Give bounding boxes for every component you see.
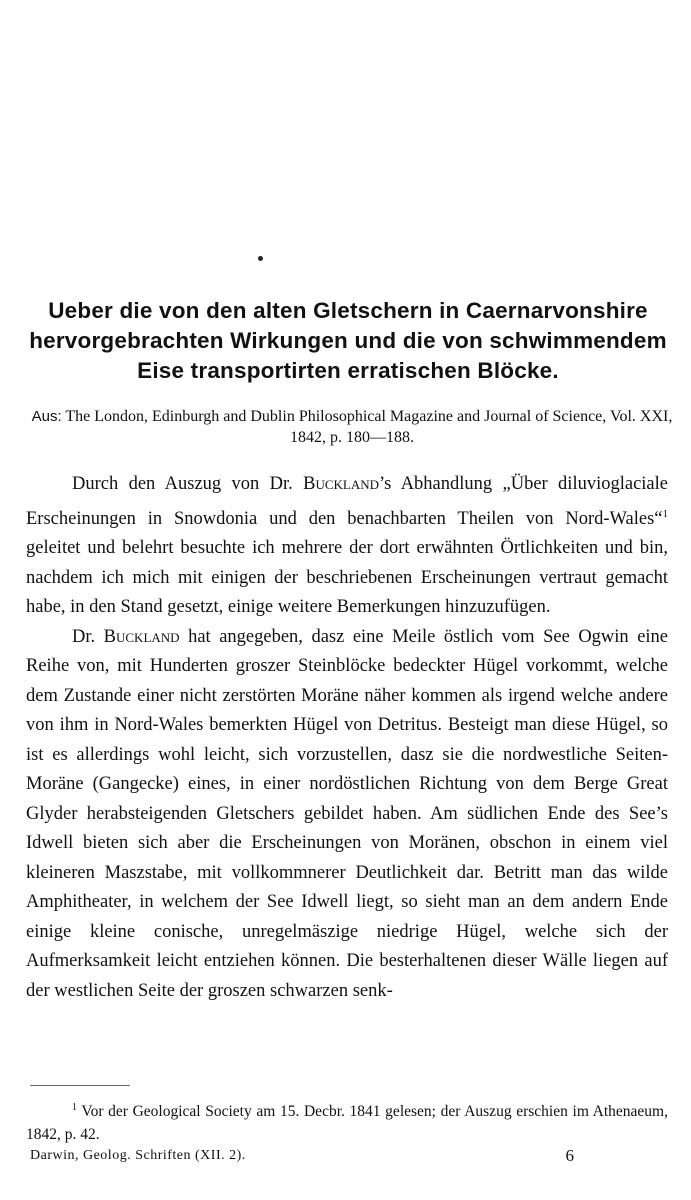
decorative-dot bbox=[258, 256, 263, 261]
article-body bbox=[26, 470, 668, 1006]
paragraph-1-text-c: geleitet und belehrt besuchte ich mehrere der dort erwähnten Örtlichkeiten und bin, nachdem ich mich mit einigen der beschriebenen Erscheinungen vertraut gemacht habe, in den Stand gesetzt, einige weitere Bemerkungen hinzuzufügen. bbox=[26, 538, 668, 618]
source-text: The London, Edinburgh and Dublin Philosophical Magazine and Journal of Science, Vol. XXI, 1842, p. 180—188. bbox=[65, 408, 673, 446]
footnote-reference: 1 bbox=[662, 507, 668, 520]
title-line-3: Eise transportirten erratischen Blöcke. bbox=[137, 358, 559, 383]
paragraph-2-text-a: Dr. bbox=[72, 626, 104, 647]
page-footer bbox=[30, 1148, 670, 1168]
paragraph-1-text-b: ’s Abhandlung „Über diluvioglaciale Erscheinungen in Snowdonia und den benachbarten Theilen von Nord-Wales“ bbox=[26, 474, 668, 529]
paragraph-1-text-a: Durch den Auszug von Dr. bbox=[72, 474, 304, 494]
source-citation bbox=[30, 406, 674, 448]
footnote bbox=[26, 1096, 668, 1146]
signature-line: Darwin, Geolog. Schriften (XII. 2). bbox=[30, 1148, 246, 1163]
paragraph-2 bbox=[26, 623, 668, 1007]
footnote-divider bbox=[30, 1085, 130, 1086]
source-label: Aus: bbox=[31, 408, 62, 425]
paragraph-1 bbox=[26, 470, 668, 623]
signature-number: 6 bbox=[565, 1146, 574, 1165]
author-name: Buckland bbox=[103, 626, 180, 647]
footnote-mark: 1 bbox=[72, 1102, 77, 1113]
title-line-1: Ueber die von den alten Gletschern in Caernarvonshire bbox=[48, 298, 648, 323]
author-name: Buckland bbox=[303, 474, 380, 494]
title-line-2: hervorgebrachten Wirkungen und die von schwimmendem bbox=[29, 328, 667, 353]
paragraph-2-text-b: hat angegeben, dasz eine Meile östlich vom See Ogwin eine Reihe von, mit Hunderten groszer Steinblöcke bedeckter Hügel vorkommt, welche dem Zustande einer nicht zerstörten Moräne näher kommen als irgend welche andere von ihm in Nord-Wales bemerkten Hügel von Detritus. Besteigt man diese Hügel, so ist es allerdings wohl leicht, sich vorzustellen, dasz sie die nordwestliche Seiten-Moräne (Gangecke) eines, in einer nordöstlichen Richtung von dem Berge Great Glyder herabsteigenden Gletschers gebildet haben. Am südlichen Ende des See’s Idwell bieten sich aber die Erscheinungen von Moränen, obschon in einem viel kleineren Maszstabe, mit vollkommnerer Deutlichkeit dar. Betritt man das wilde Amphitheater, in welchem der See Idwell liegt, so sieht man an dem andern Ende einige kleine conische, unregelmäszige niedrige Hügel, welche sich der Aufmerksamkeit leicht entziehen können. Die besterhaltenen dieser Wälle liegen auf der westlichen Seite der groszen schwarzen senk- bbox=[26, 626, 669, 1001]
footnote-body: Vor der Geological Society am 15. Decbr. 1841 gelesen; der Auszug erschien im Athenaeum, 1842, p. 42. bbox=[26, 1103, 668, 1144]
article-title bbox=[22, 296, 674, 386]
footnote-text bbox=[26, 1096, 668, 1146]
